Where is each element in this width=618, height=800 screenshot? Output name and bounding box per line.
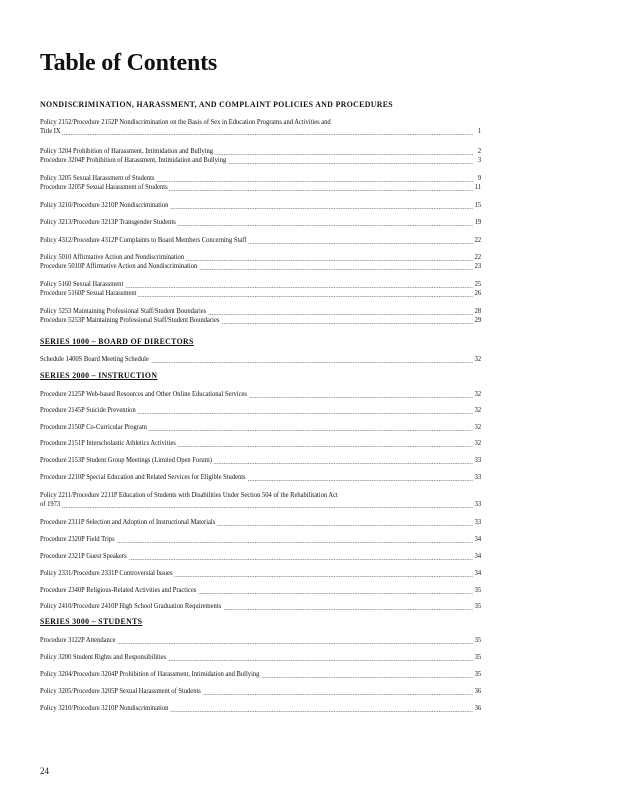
toc-entry-page: 15 bbox=[474, 200, 482, 209]
toc-entry[interactable] bbox=[40, 499, 481, 508]
toc-entry-page: 35 bbox=[474, 652, 482, 661]
toc-entry[interactable] bbox=[40, 117, 481, 126]
toc-entry[interactable] bbox=[40, 200, 481, 209]
toc-entry-title: Policy 2331/Procedure 2331P Controversial Issues bbox=[40, 568, 173, 577]
toc-entry[interactable] bbox=[40, 652, 481, 661]
toc-entry[interactable] bbox=[40, 517, 481, 526]
toc-entry[interactable] bbox=[40, 315, 481, 324]
toc-entry-title: Procedure 3204P Prohibition of Harassment, Intimidation and Bullying bbox=[40, 155, 227, 164]
toc-entry-title: Policy 3205/Procedure 3205P Sexual Harassment of Students bbox=[40, 686, 201, 695]
toc-entry-page: 32 bbox=[474, 422, 482, 431]
toc-entry[interactable] bbox=[40, 279, 481, 288]
toc-entry-page: 1 bbox=[477, 126, 482, 135]
toc-entry[interactable] bbox=[40, 568, 481, 577]
toc-entry-title: Procedure 2151P Interscholastic Athletics Activities bbox=[40, 438, 176, 447]
toc-entry[interactable] bbox=[40, 635, 481, 644]
toc-entry-page: 33 bbox=[474, 517, 482, 526]
toc-entry-title: Procedure 2153P Student Group Meetings (Limited Open Forum) bbox=[40, 455, 212, 464]
toc-entry-page: 35 bbox=[474, 669, 482, 678]
toc-entry-title: Policy 3204/Procedure 3204P Prohibition of Harassment, Intimidation and Bullying bbox=[40, 669, 260, 678]
toc-entry-page: 34 bbox=[474, 534, 482, 543]
toc-entry-title: Policy 3200 Student Rights and Responsibilities bbox=[40, 652, 167, 661]
dot-leader bbox=[40, 133, 473, 135]
toc-entry-page: 2 bbox=[477, 146, 482, 155]
toc-entry[interactable] bbox=[40, 669, 481, 678]
toc-entry-title: Policy 5160 Sexual Harassment bbox=[40, 279, 124, 288]
toc-entry-title: Procedure 2320P Field Trips bbox=[40, 534, 115, 543]
toc-entry-page: 34 bbox=[474, 551, 482, 560]
toc-entry[interactable] bbox=[40, 126, 481, 135]
toc-entry-title: Procedure 2340P Religious-Related Activities and Practices bbox=[40, 585, 197, 594]
toc-entry-title: Policy 4312/Procedure 4312P Complaints to Board Members Concerning Staff bbox=[40, 235, 247, 244]
toc-entry-page: 35 bbox=[474, 635, 482, 644]
toc-entry[interactable] bbox=[40, 182, 481, 191]
toc-entry-page: 36 bbox=[474, 703, 482, 712]
toc-entry-title: Procedure 5160P Sexual Harassment bbox=[40, 288, 137, 297]
toc-entry-page: 19 bbox=[474, 217, 482, 226]
toc-entry-page: 32 bbox=[474, 389, 482, 398]
toc-entry-page: 34 bbox=[474, 568, 482, 577]
toc-entry-page: 29 bbox=[474, 315, 482, 324]
toc-entry[interactable] bbox=[40, 686, 481, 695]
toc-entry[interactable] bbox=[40, 261, 481, 270]
toc-entry[interactable] bbox=[40, 173, 481, 182]
toc-entry[interactable] bbox=[40, 252, 481, 261]
toc-entry-page: 11 bbox=[474, 182, 482, 191]
toc-entry-title: Procedure 2125P Web-based Resources and Other Online Educational Services bbox=[40, 389, 247, 398]
toc-entry[interactable] bbox=[40, 306, 481, 315]
toc-entry[interactable] bbox=[40, 235, 481, 244]
toc-entry[interactable] bbox=[40, 354, 481, 363]
toc-entry-title: Policy 3205 Sexual Harassment of Students bbox=[40, 173, 155, 182]
toc-entry-title: Procedure 2311P Selection and Adoption of Instructional Materials bbox=[40, 517, 216, 526]
toc-entry[interactable] bbox=[40, 703, 481, 712]
section-heading: SERIES 1000 – BOARD OF DIRECTORS bbox=[40, 337, 194, 346]
toc-entry-title: Procedure 5253P Maintaining Professional Staff/Student Boundaries bbox=[40, 315, 220, 324]
toc-entry-page: 26 bbox=[474, 288, 482, 297]
toc-entry-title: Policy 3204 Prohibition of Harassment, Intimidation and Bullying bbox=[40, 146, 214, 155]
toc-entry[interactable] bbox=[40, 288, 481, 297]
toc-entry-page: 32 bbox=[474, 438, 482, 447]
toc-entry-page: 33 bbox=[474, 499, 482, 508]
toc-entry-page: 22 bbox=[474, 235, 482, 244]
toc-entry-title: Policy 2211/Procedure 2211P Education of Students with Disabilities Under Section 504 of the Rehabilitation Act bbox=[40, 490, 338, 499]
toc-entry-title: Schedule 1400S Board Meeting Schedule bbox=[40, 354, 149, 363]
toc-entry-title: Policy 2410/Procedure 2410P High School Graduation Requirements bbox=[40, 601, 222, 610]
toc-entry-title: Policy 3213/Procedure 3213P Transgender Students bbox=[40, 217, 176, 226]
toc-entry[interactable] bbox=[40, 438, 481, 447]
page-title: Table of Contents bbox=[40, 50, 218, 76]
section-heading: NONDISCRIMINATION, HARASSMENT, AND COMPLAINT POLICIES AND PROCEDURES bbox=[40, 100, 393, 109]
toc-entry-title: Procedure 2321P Guest Speakers bbox=[40, 551, 127, 560]
page-number: 24 bbox=[40, 766, 49, 776]
toc-entry[interactable] bbox=[40, 551, 481, 560]
toc-entry-title: Policy 5253 Maintaining Professional Staff/Student Boundaries bbox=[40, 306, 207, 315]
toc-entry-page: 25 bbox=[474, 279, 482, 288]
toc-entry[interactable] bbox=[40, 585, 481, 594]
toc-entry-page: 3 bbox=[477, 155, 482, 164]
toc-entry[interactable] bbox=[40, 146, 481, 155]
toc-entry-title: Procedure 3205P Sexual Harassment of Students bbox=[40, 182, 168, 191]
toc-entry-title: Procedure 5010P Affirmative Action and Nondiscrimination bbox=[40, 261, 198, 270]
section-heading: SERIES 3000 – STUDENTS bbox=[40, 617, 143, 626]
toc-entry[interactable] bbox=[40, 472, 481, 481]
toc-entry[interactable] bbox=[40, 490, 481, 499]
toc-entry[interactable] bbox=[40, 217, 481, 226]
toc-entry-page: 35 bbox=[474, 601, 482, 610]
toc-entry[interactable] bbox=[40, 155, 481, 164]
toc-entry-title: Policy 3210/Procedure 3210P Nondiscrimination bbox=[40, 703, 169, 712]
toc-entry[interactable] bbox=[40, 601, 481, 610]
toc-entry-title: Procedure 2210P Special Education and Related Services for Eligible Students bbox=[40, 472, 246, 481]
toc-entry-title: Procedure 3122P Attendance bbox=[40, 635, 116, 644]
toc-entry-title: Title IX bbox=[40, 126, 61, 135]
toc-entry-title: of 1973 bbox=[40, 499, 61, 508]
toc-entry[interactable] bbox=[40, 405, 481, 414]
section-heading: SERIES 2000 – INSTRUCTION bbox=[40, 371, 158, 380]
toc-entry[interactable] bbox=[40, 455, 481, 464]
toc-entry-page: 28 bbox=[474, 306, 482, 315]
toc-entry-page: 22 bbox=[474, 252, 482, 261]
toc-entry-page: 32 bbox=[474, 354, 482, 363]
toc-entry-title: Procedure 2150P Co-Curricular Program bbox=[40, 422, 147, 431]
toc-entry-title: Policy 3210/Procedure 3210P Nondiscrimination bbox=[40, 200, 169, 209]
toc-entry-page: 23 bbox=[474, 261, 482, 270]
toc-entry-page: 33 bbox=[474, 472, 482, 481]
toc-entry-page: 32 bbox=[474, 405, 482, 414]
toc-entry-page: 33 bbox=[474, 455, 482, 464]
toc-entry-page: 9 bbox=[477, 173, 482, 182]
toc-entry[interactable] bbox=[40, 534, 481, 543]
toc-entry-title: Policy 2152/Procedure 2152P Nondiscrimination on the Basis of Sex in Education Programs and Activities and bbox=[40, 117, 331, 126]
toc-entry[interactable] bbox=[40, 422, 481, 431]
toc-entry-page: 35 bbox=[474, 585, 482, 594]
dot-leader bbox=[40, 506, 473, 508]
toc-entry-title: Procedure 2145P Suicide Prevention bbox=[40, 405, 136, 414]
toc-entry-page: 36 bbox=[474, 686, 482, 695]
toc-entry[interactable] bbox=[40, 389, 481, 398]
toc-entry-title: Policy 5010 Affirmative Action and Nondiscrimination bbox=[40, 252, 185, 261]
